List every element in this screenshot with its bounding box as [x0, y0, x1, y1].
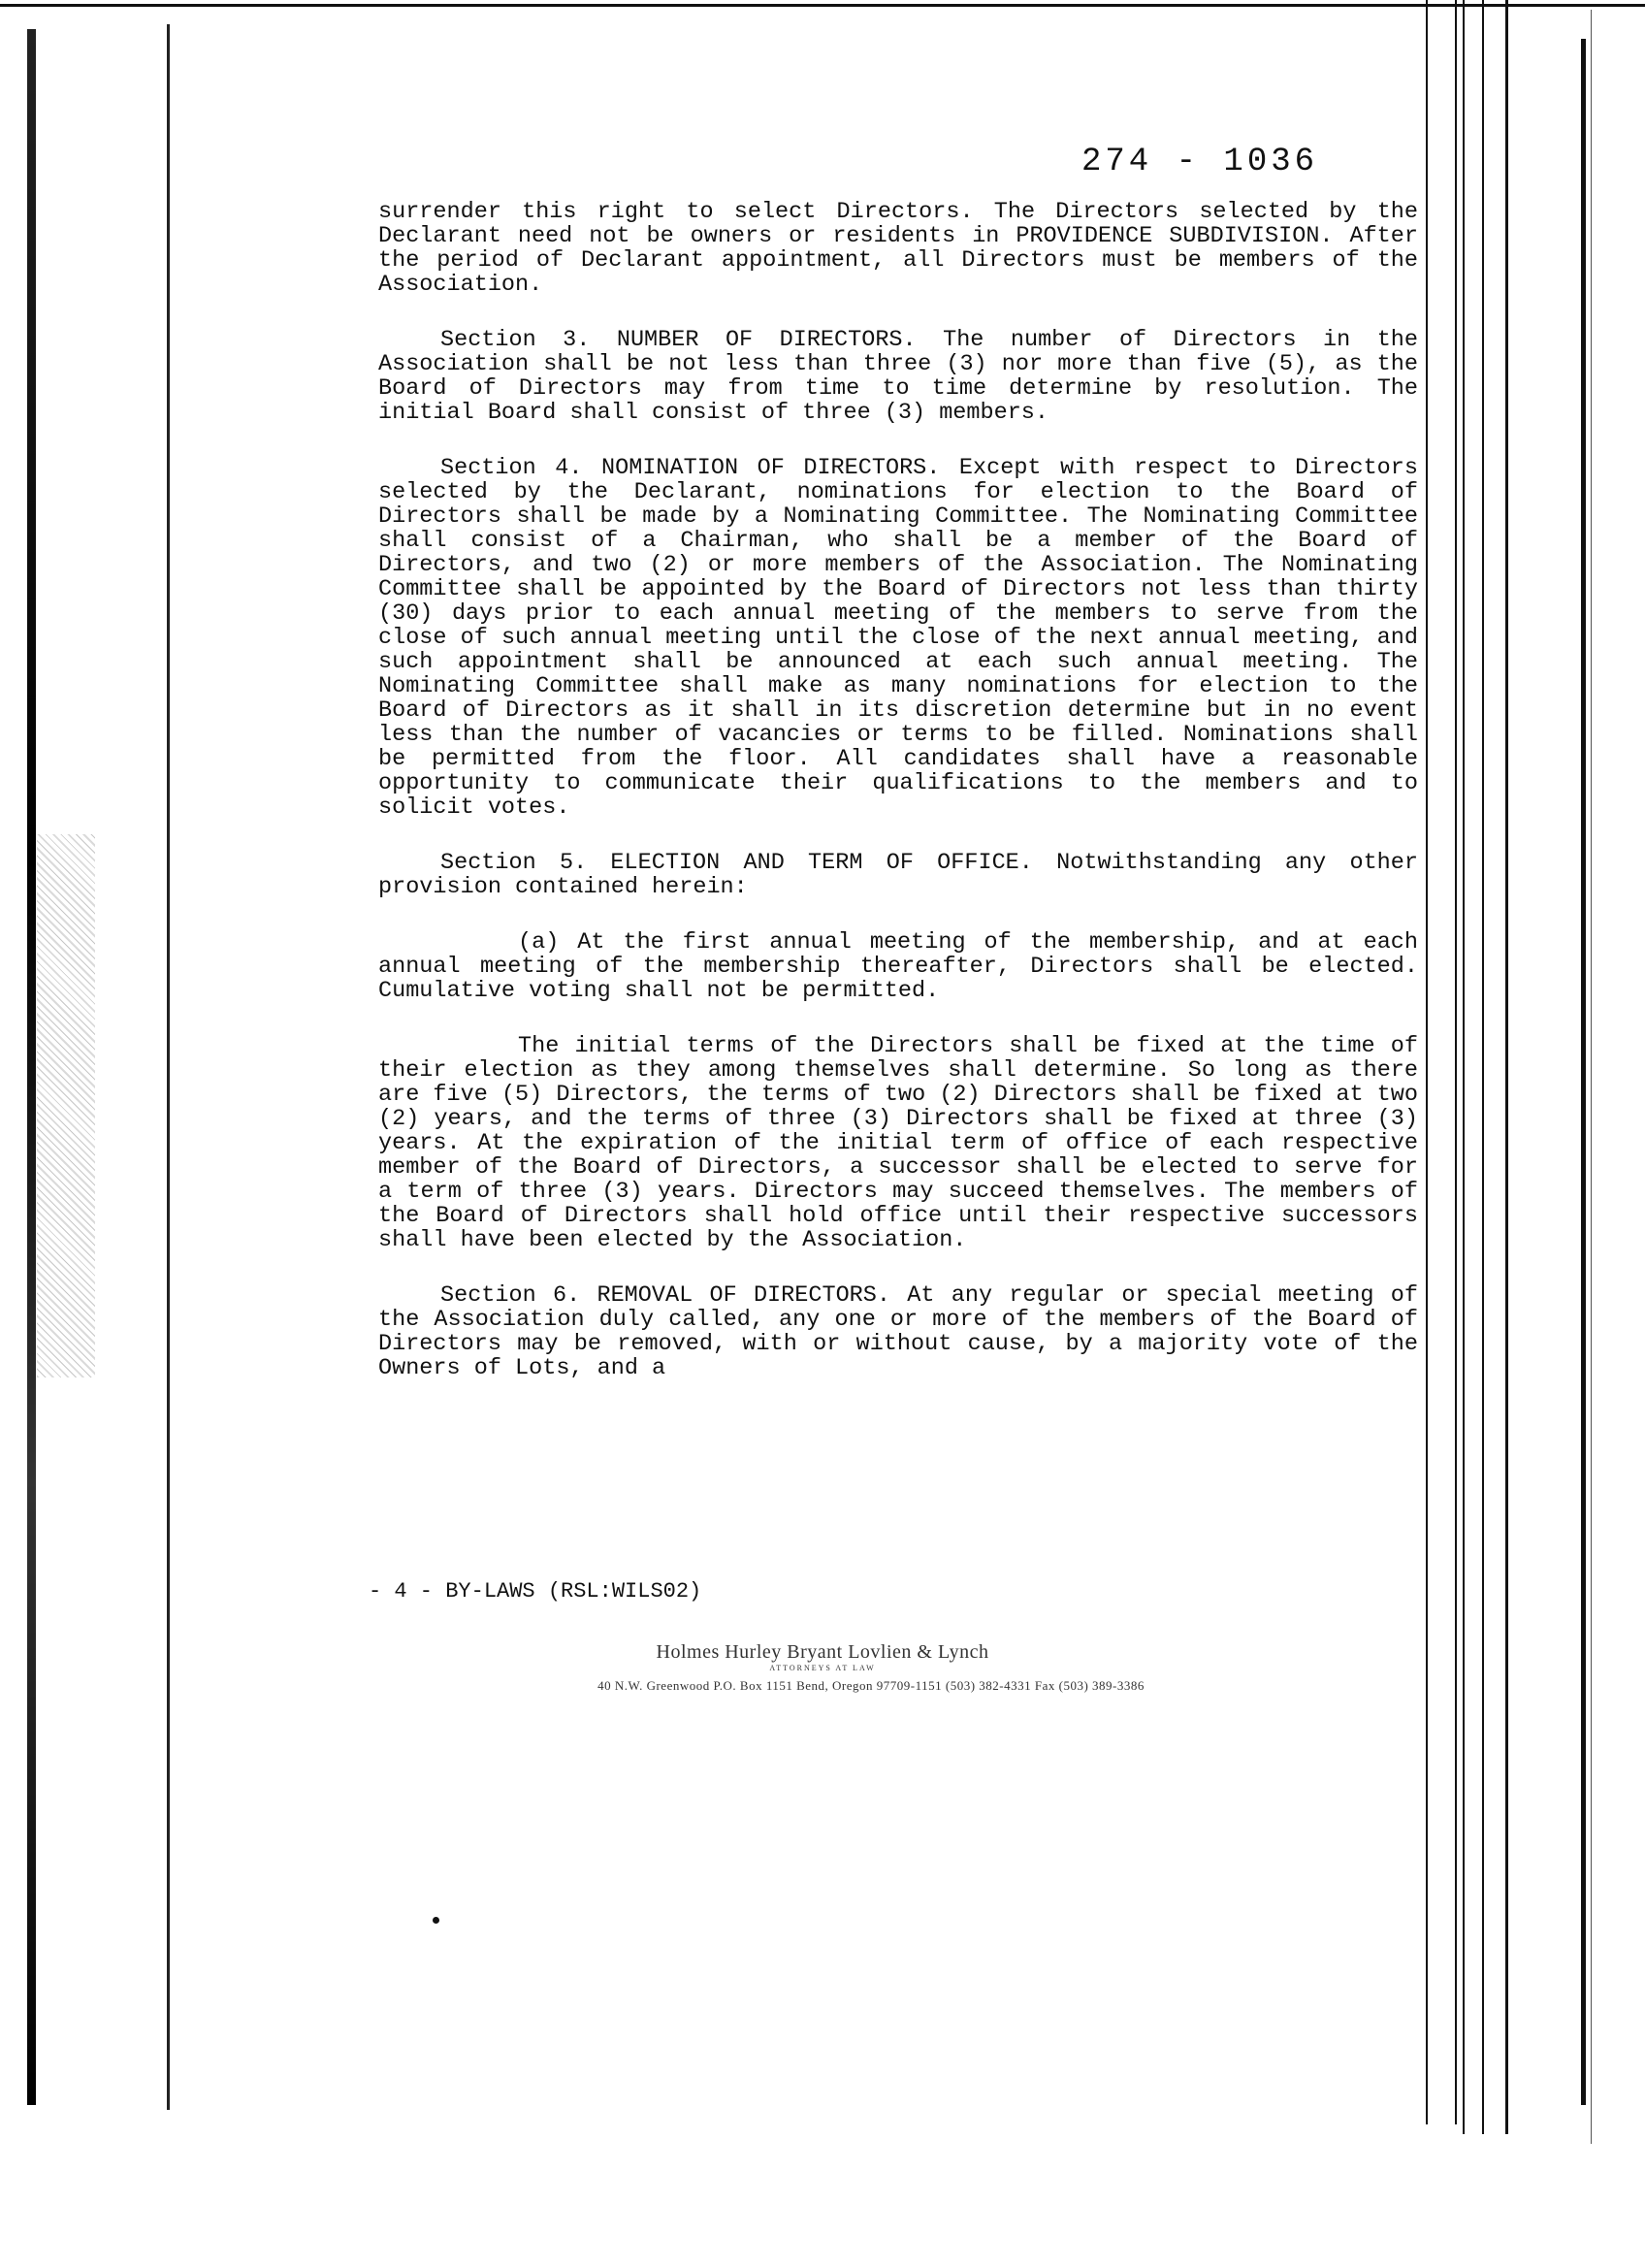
paragraph-section-5: Section 5. ELECTION AND TERM OF OFFICE. Notwithstanding any other provision contained herein:	[378, 850, 1418, 900]
scan-line	[1455, 0, 1457, 2124]
scan-noise	[37, 834, 95, 1377]
scan-border-left-thin	[167, 24, 170, 2110]
scan-line	[1426, 0, 1428, 2124]
paragraph-initial-terms: The initial terms of the Directors shall be fixed at the time of their election as they among themselves shall determine. So long as there are five (5) Directors, the terms of two (2) Directors shall be fixed at two (2) years, and the terms of three (3) Directors shall be fixed at three (3) years. At the expiration of the initial term of office of each respective member of the Board of Directors, a successor shall be elected to serve for a term of three (3) years. Directors may succeed themselves. The members of the Board of Directors shall hold office until their respective successors shall have been elected by the Association.	[378, 1033, 1418, 1253]
firm-address: 40 N.W. Greenwood P.O. Box 1151 Bend, Oregon 97709-1151 (503) 382-4331 Fax (503) 389-3386	[597, 1678, 1145, 1693]
scan-line	[1463, 0, 1465, 2134]
scan-border-top	[0, 4, 1645, 7]
scan-border-left	[27, 29, 36, 2105]
paragraph-section-5a: (a) At the first annual meeting of the membership, and at each annual meeting of the membership thereafter, Directors shall be elected. Cumulative voting shall not be permitted.	[378, 929, 1418, 1004]
firm-letterhead	[0, 1641, 1645, 1694]
scan-line	[1581, 39, 1586, 2105]
page-number: 274 - 1036	[1081, 144, 1319, 180]
paragraph-continuation: surrender this right to select Directors. The Directors selected by the Declarant need not be owners or residents in PROVIDENCE SUBDIVISION. After the period of Declarant appointment, all Directors must be members of the Association.	[378, 199, 1418, 298]
scan-line	[1505, 0, 1508, 2134]
paragraph-section-3: Section 3. NUMBER OF DIRECTORS. The number of Directors in the Association shall be not less than three (3) nor more than five (5), as the Board of Directors may from time to time determine by resolution. The initial Board shall consist of three (3) members.	[378, 327, 1418, 426]
paragraph-section-4: Section 4. NOMINATION OF DIRECTORS. Except with respect to Directors selected by the Declarant, nominations for election to the Board of Directors shall be made by a Nominating Committee. The Nominating Committee shall consist of a Chairman, who shall be a member of the Board of Directors, and two (2) or more members of the Association. The Nominating Committee shall be appointed by the Board of Directors not less than thirty (30) days prior to each annual meeting of the members to serve from the close of such annual meeting until the close of the next annual meeting, and such appointment shall be announced at each such annual meeting. The Nominating Committee shall make as many nominations for election to the Board of Directors as it shall in its discretion determine but in no event less than the number of vacancies or terms to be filled. Nominations shall be permitted from the floor. All candidates shall have a reasonable opportunity to communicate their qualifications to the members and to solicit votes.	[378, 455, 1418, 821]
footer-page-label: - 4 - BY-LAWS (RSL:WILS02)	[369, 1579, 702, 1604]
scan-line	[1591, 10, 1592, 2144]
paragraph-section-6: Section 6. REMOVAL OF DIRECTORS. At any regular or special meeting of the Association duly called, any one or more of the members of the Board of Directors may be removed, with or without cause, by a majority vote of the Owners of Lots, and a	[378, 1282, 1418, 1381]
scan-speck	[433, 1917, 439, 1924]
document-body	[378, 200, 1418, 1411]
firm-name: Holmes Hurley Bryant Lovlien & Lynch	[656, 1641, 989, 1663]
scan-line	[1482, 0, 1484, 2134]
firm-subtitle: ATTORNEYS AT LAW	[769, 1664, 876, 1672]
